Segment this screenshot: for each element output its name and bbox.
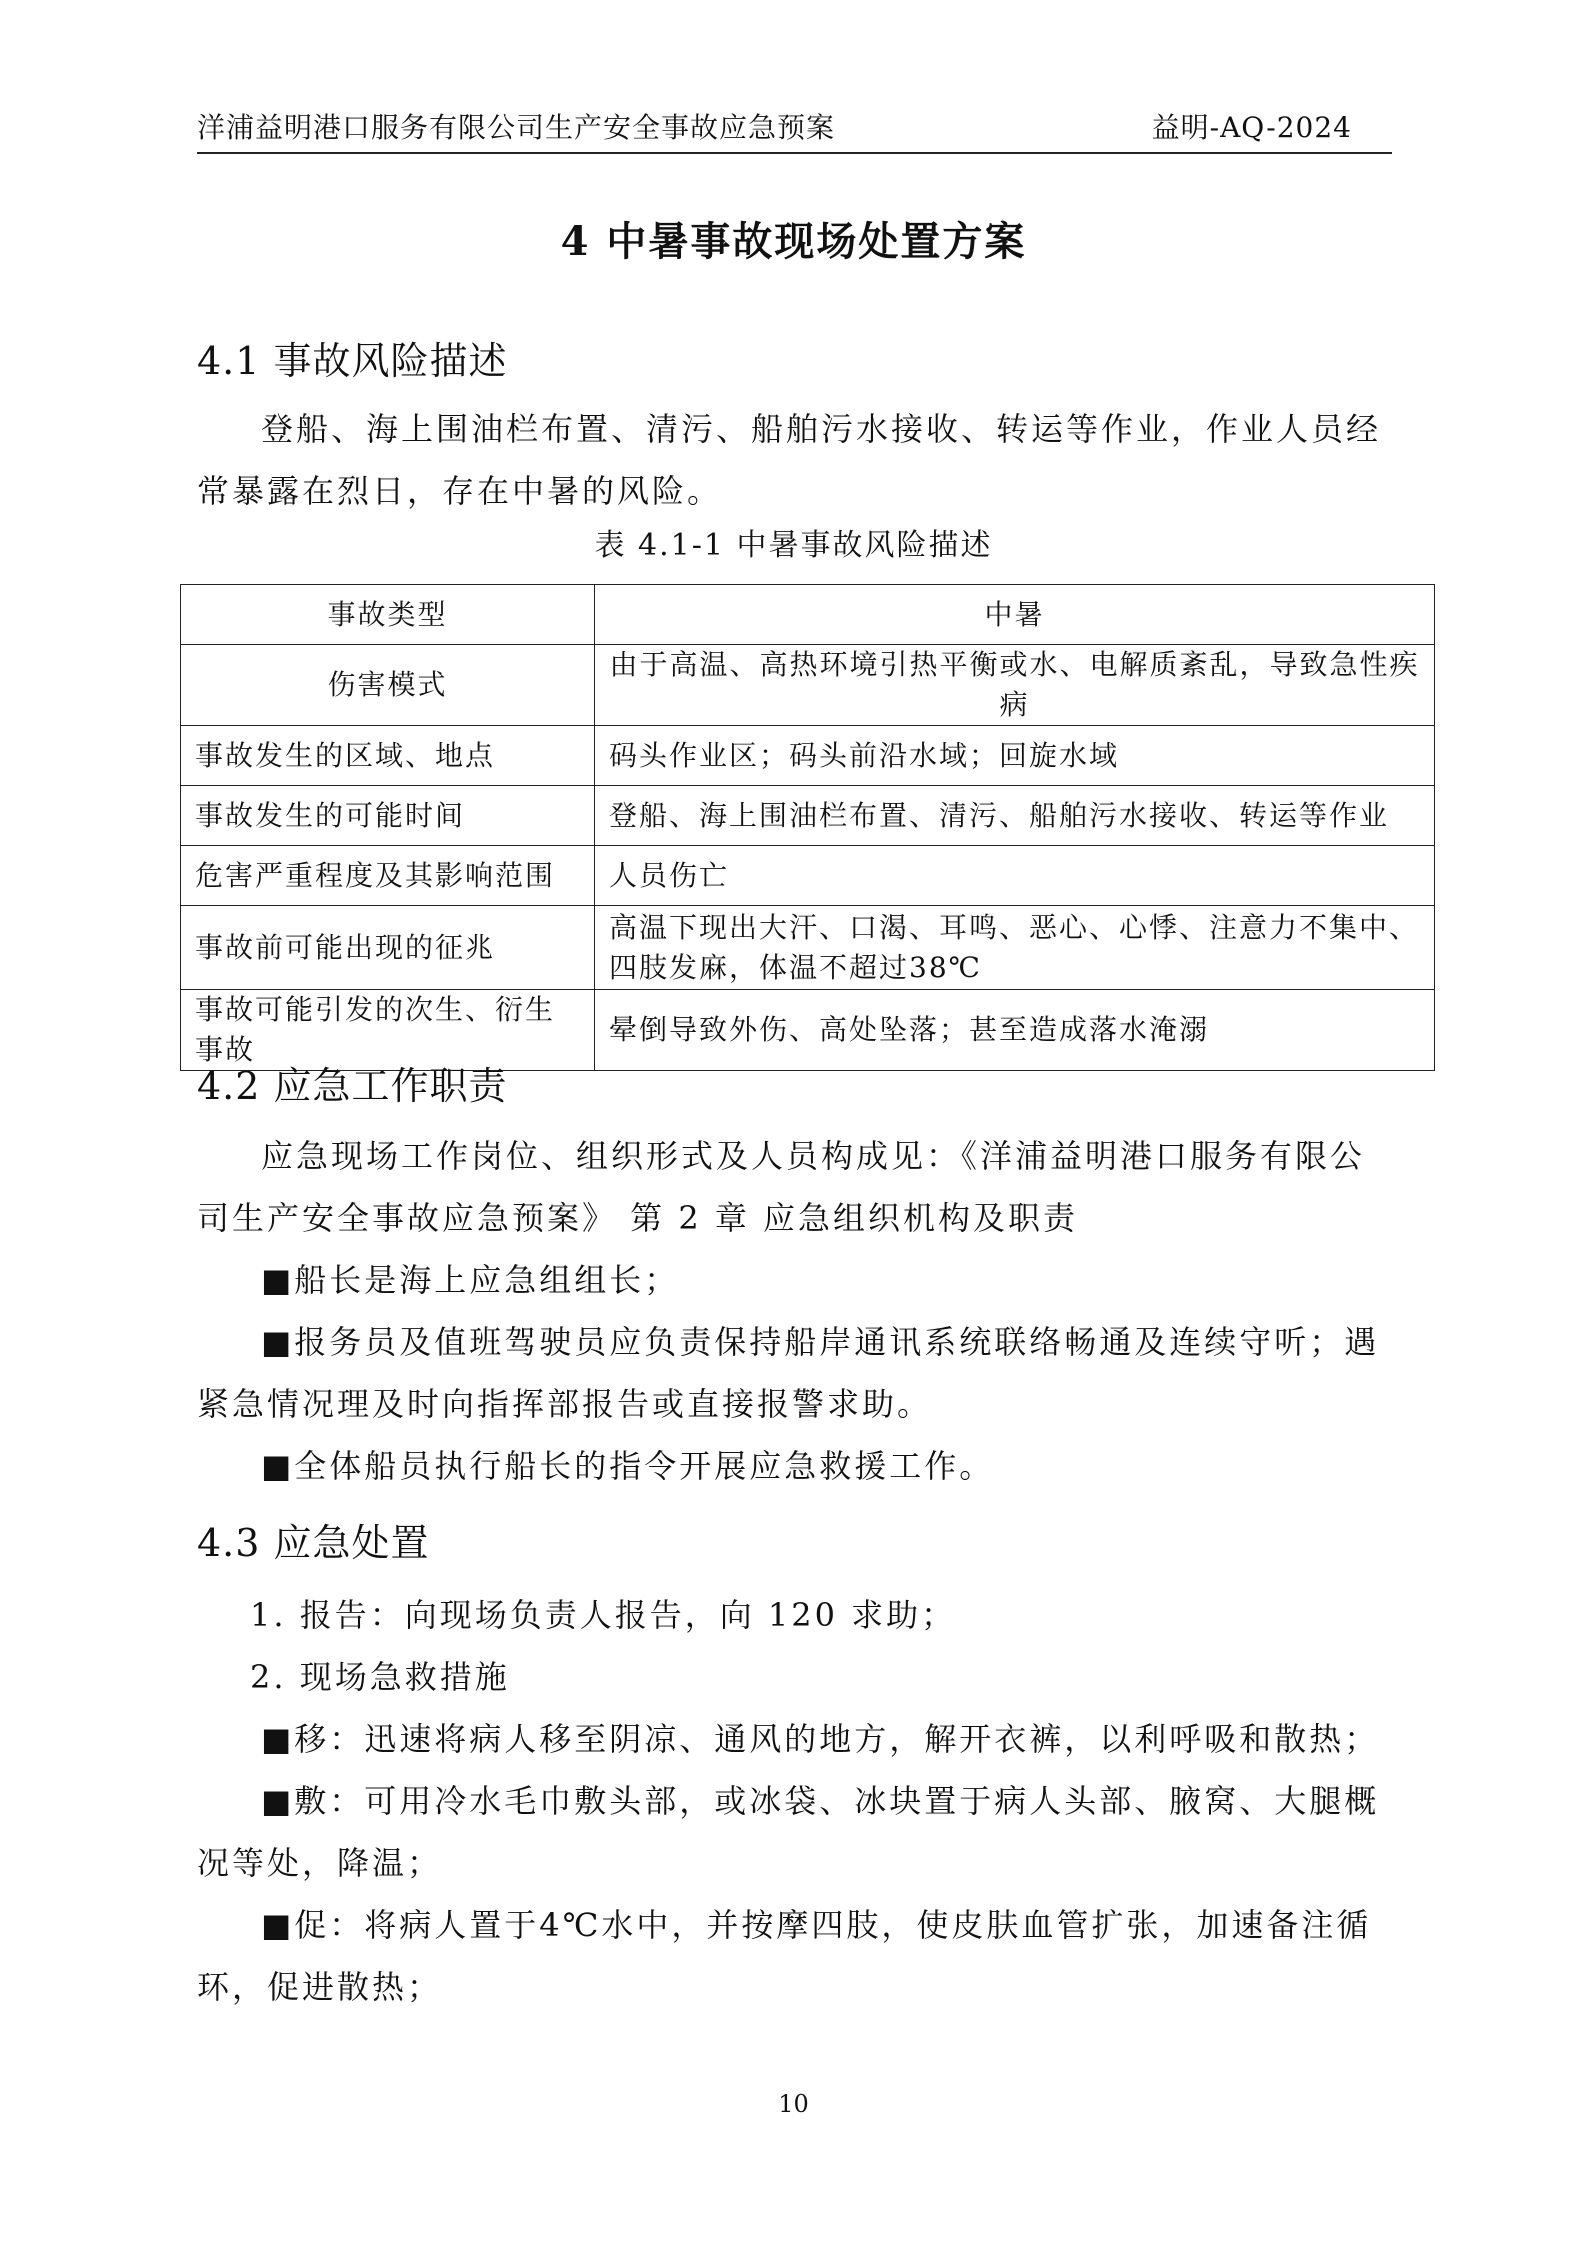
table-caption: 表 4.1-1 中暑事故风险描述 xyxy=(594,528,993,563)
section-4-2-radio: ■报务员及值班驾驶员应负责保持船岸通讯系统联络畅通及连续守听；遇紧急情况理及时向指挥部报告或直接报警求助。 xyxy=(197,1323,1380,1423)
table-row xyxy=(181,786,1435,846)
table-label: 事故可能引发的次生、衍生事故 xyxy=(181,990,595,1071)
section-4-2-heading: 4.2 应急工作职责 xyxy=(197,1064,508,1108)
header-code: 益明-AQ-2024 xyxy=(1151,111,1352,144)
table-value: 晕倒导致外伤、高处坠落；甚至造成落水淹溺 xyxy=(595,990,1435,1071)
section-4-3-item-2: 2. 现场急救措施 xyxy=(250,1658,510,1696)
table-label: 事故前可能出现的征兆 xyxy=(181,906,595,990)
table-label: 事故发生的可能时间 xyxy=(181,786,595,846)
section-4-2-crew: ■全体船员执行船长的指令开展应急救援工作。 xyxy=(261,1447,995,1485)
risk-table xyxy=(180,584,1435,1071)
table-label: 危害严重程度及其影响范围 xyxy=(181,846,595,906)
table-row xyxy=(181,906,1435,990)
section-4-3-item-1: 1. 报告：向现场负责人报告，向 120 求助； xyxy=(250,1596,957,1634)
table-value: 高温下现出大汗、口渴、耳鸣、恶心、心悸、注意力不集中、四肢发麻，体温不超过38℃ xyxy=(595,906,1435,990)
table-row xyxy=(181,726,1435,786)
table-label: 事故类型 xyxy=(181,585,595,645)
first-aid-move: ■移：迅速将病人移至阴凉、通风的地方，解开衣裤，以利呼吸和散热； xyxy=(261,1720,1380,1758)
page-number: 10 xyxy=(778,2090,809,2118)
table-value: 人员伤亡 xyxy=(595,846,1435,906)
section-4-3-heading: 4.3 应急处置 xyxy=(197,1521,430,1565)
section-4-1-body: 登船、海上围油栏布置、清污、船舶污水接收、转运等作业，作业人员经常暴露在烈日，存在中暑的风险。 xyxy=(197,410,1382,510)
section-4-2-captain: ■船长是海上应急组组长； xyxy=(261,1261,680,1299)
page-header xyxy=(197,108,1392,154)
first-aid-compress: ■敷：可用冷水毛巾敷头部，或冰袋、冰块置于病人头部、腋窝、大腿概况等处，降温； xyxy=(197,1782,1380,1882)
table-row xyxy=(181,585,1435,645)
first-aid-promote: ■促：将病人置于4℃水中，并按摩四肢，使皮肤血管扩张，加速备注循环，促进散热； xyxy=(197,1906,1372,2006)
page-title: 4 中暑事故现场处置方案 xyxy=(560,218,1027,265)
table-value: 码头作业区；码头前沿水域；回旋水域 xyxy=(595,726,1435,786)
section-4-2-intro: 应急现场工作岗位、组织形式及人员构成见：《洋浦益明港口服务有限公司生产安全事故应急预案》 第 2 章 应急组织机构及职责 xyxy=(197,1137,1366,1237)
section-4-1-heading: 4.1 事故风险描述 xyxy=(197,339,508,383)
header-company: 洋浦益明港口服务有限公司生产安全事故应急预案 xyxy=(197,111,836,144)
table-value: 由于高温、高热环境引热平衡或水、电解质紊乱，导致急性疾病 xyxy=(595,645,1435,726)
table-label: 伤害模式 xyxy=(181,645,595,726)
table-row xyxy=(181,846,1435,906)
table-value: 中暑 xyxy=(595,585,1435,645)
table-value: 登船、海上围油栏布置、清污、船舶污水接收、转运等作业 xyxy=(595,786,1435,846)
table-label: 事故发生的区域、地点 xyxy=(181,726,595,786)
table-row xyxy=(181,645,1435,726)
